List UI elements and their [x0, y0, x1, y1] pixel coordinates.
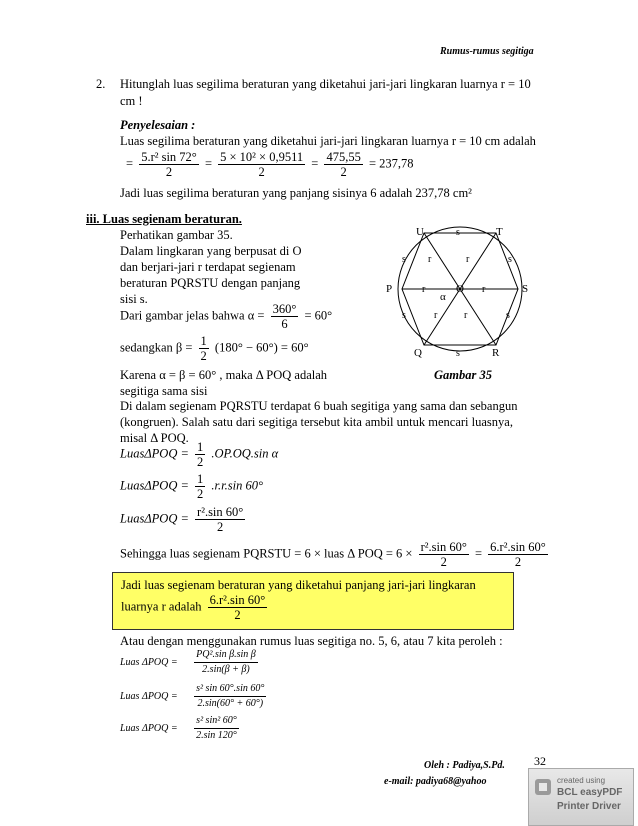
label-radius: r: [482, 284, 486, 295]
frac-numerator: 6.r².sin 60°: [490, 540, 546, 554]
section-text: beraturan PQRSTU dengan panjang: [120, 276, 301, 290]
label-side: s: [506, 310, 510, 321]
frac-denominator: 2: [197, 487, 204, 501]
formula-lhs: LuasΔPOQ =: [120, 511, 189, 526]
result-box-formula: [121, 593, 270, 622]
section-heading: iii. Luas segienam beraturan.: [86, 212, 242, 226]
result-box-text: Jadi luas segienam beraturan yang diketahui panjang jari-jari lingkaran: [121, 578, 476, 592]
section-text: segitiga sama sisi: [120, 384, 208, 398]
alt-formula-c: [120, 714, 242, 743]
frac-numerator: 360°: [272, 302, 297, 316]
watermark-text: Printer Driver: [557, 801, 621, 812]
label-radius: r: [422, 284, 426, 295]
formula-rhs: .OP.OQ.sin α: [211, 446, 279, 461]
area-formula-2: [120, 472, 263, 501]
alt-text: Atau dengan menggunakan rumus luas segitiga no. 5, 6, atau 7 kita peroleh :: [120, 634, 503, 648]
label-R: R: [492, 347, 500, 359]
frac-denominator: 6: [281, 317, 288, 331]
equation-label: Dari gambar jelas bahwa α =: [120, 308, 265, 323]
frac-numerator: 6.r².sin 60°: [209, 593, 266, 607]
label-radius: r: [428, 254, 432, 265]
alt-formula-a: [120, 648, 261, 677]
frac-numerator: s² sin² 60°: [194, 714, 239, 729]
footer-email: e-mail: padiya68@yahoo: [384, 776, 487, 787]
frac-denominator: 2: [197, 455, 204, 469]
page-header: Rumus-rumus segitiga: [440, 46, 534, 57]
label-radius: r: [434, 310, 438, 321]
formula-lhs: LuasΔPOQ =: [120, 446, 189, 461]
frac-numerator: r².sin 60°: [197, 505, 244, 519]
section-text: dan berjari-jari r terdapat segienam: [120, 260, 296, 274]
label-side: s: [456, 348, 460, 359]
area-formula-1: [120, 440, 278, 469]
section-text: Karena α = β = 60° , maka Δ POQ adalah: [120, 368, 328, 382]
problem-text: cm !: [120, 94, 143, 108]
formula-lhs: Luas ΔPOQ =: [120, 656, 178, 668]
frac-denominator: 2.sin(β + β): [202, 664, 250, 675]
frac-denominator: 2: [340, 165, 347, 179]
frac-denominator: 2: [514, 555, 522, 569]
label-side: s: [456, 227, 460, 238]
label-side: s: [402, 254, 406, 265]
beta-equation: [120, 334, 309, 363]
page-number: 32: [534, 754, 546, 768]
frac-denominator: 2: [165, 165, 173, 179]
formula-lhs: Luas ΔPOQ =: [120, 690, 178, 702]
frac-denominator: 2.sin(60° + 60°): [197, 698, 264, 709]
frac-denominator: 2: [440, 555, 447, 569]
printer-watermark: [528, 768, 634, 826]
frac-numerator: 475,55: [326, 150, 361, 164]
section-text: Perhatikan gambar 35.: [120, 228, 233, 242]
footer-author: Oleh : Padiya,S.Pd.: [424, 760, 505, 771]
alpha-equation: [120, 302, 332, 331]
label-O: O: [456, 283, 464, 295]
frac-denominator: 2: [234, 608, 241, 622]
solution-heading: Penyelesaian :: [120, 118, 196, 132]
hexagon-area-equation: Sehingga luas segienam PQRSTU = 6 × luas Δ POQ = 6 × $\frac{\text{r².sin 60°}}{2}$ = $\frac{\text{6.r².sin 60°}}{2}$: [120, 540, 546, 569]
frac-numerator: 5 × 10² × 0,9511: [220, 150, 304, 164]
label-S: S: [522, 283, 529, 295]
section-text: misal Δ POQ.: [120, 431, 189, 445]
formula-lhs: LuasΔPOQ =: [120, 478, 189, 493]
problem-text: Hitunglah luas segilima beraturan yang diketahui jari-jari lingkaran luarnya r = 10: [120, 77, 531, 91]
label-side: s: [402, 310, 406, 321]
section-text: Dalam lingkaran yang berpusat di O: [120, 244, 302, 258]
hexagon-figure: [378, 222, 558, 362]
equation-result: = 60°: [304, 308, 333, 323]
frac-denominator: 2.sin 120°: [196, 730, 237, 741]
section-text: Di dalam segienam PQRSTU terdapat 6 buah segitiga yang sama dan sebangun: [120, 399, 518, 413]
label-U: U: [416, 226, 424, 238]
equation-result: (180° − 60°) = 60°: [214, 340, 309, 355]
result-box: [112, 572, 514, 630]
label-radius: r: [466, 254, 470, 265]
section-text: (kongruen). Salah satu dari segitiga tersebut kita ambil untuk mencari luasnya,: [120, 415, 513, 429]
frac-denominator: 2: [217, 520, 224, 534]
label-T: T: [496, 226, 503, 238]
figure-caption: Gambar 35: [434, 368, 492, 382]
solution-equation: = $\frac{\text{5.r² sin 72°}}{2}$ = $\frac{\text{5 × 10² × 0,9511}}{2}$ = $\frac{475,55}{2}$ = 237,78: [126, 150, 414, 179]
frac-numerator: 1: [200, 334, 207, 348]
frac-numerator: s² sin 60°.sin 60°: [194, 682, 266, 697]
equation-result: = 237,78: [368, 156, 414, 171]
frac-denominator: 2: [200, 349, 207, 363]
label-alpha: α: [440, 291, 446, 303]
solution-conclusion: Jadi luas segilima beraturan yang panjang sisinya 6 adalah 237,78 cm²: [120, 186, 472, 200]
frac-numerator: PQ².sin β.sin β: [194, 648, 258, 663]
frac-numerator: 5.r² sin 72°: [141, 150, 197, 164]
label-side: s: [508, 254, 512, 265]
alt-formula-b: [120, 682, 269, 711]
pdf-logo-icon: [533, 777, 553, 797]
equation-label: sedangkan β =: [120, 340, 193, 355]
formula-rhs: .r.r.sin 60°: [211, 478, 263, 493]
watermark-text: BCL easyPDF: [557, 787, 623, 798]
equation-label: Sehingga luas segienam PQRSTU = 6 × luas Δ POQ = 6 ×: [120, 546, 413, 561]
frac-numerator: 1: [197, 440, 204, 454]
frac-denominator: 2: [258, 165, 265, 179]
section-text: sisi s.: [120, 292, 148, 306]
label-radius: r: [464, 310, 468, 321]
watermark-text: created using: [557, 776, 606, 785]
problem-number: 2.: [96, 77, 106, 91]
formula-lhs: Luas ΔPOQ =: [120, 722, 178, 734]
frac-numerator: 1: [197, 472, 204, 486]
area-formula-3: [120, 505, 248, 534]
label-Q: Q: [414, 347, 422, 359]
label-P: P: [386, 283, 393, 295]
solution-text: Luas segilima beraturan yang diketahui jari-jari lingkaran luarnya r = 10 cm adalah: [120, 134, 536, 148]
result-box-label: luarnya r adalah: [121, 599, 202, 614]
frac-numerator: r².sin 60°: [420, 540, 467, 554]
